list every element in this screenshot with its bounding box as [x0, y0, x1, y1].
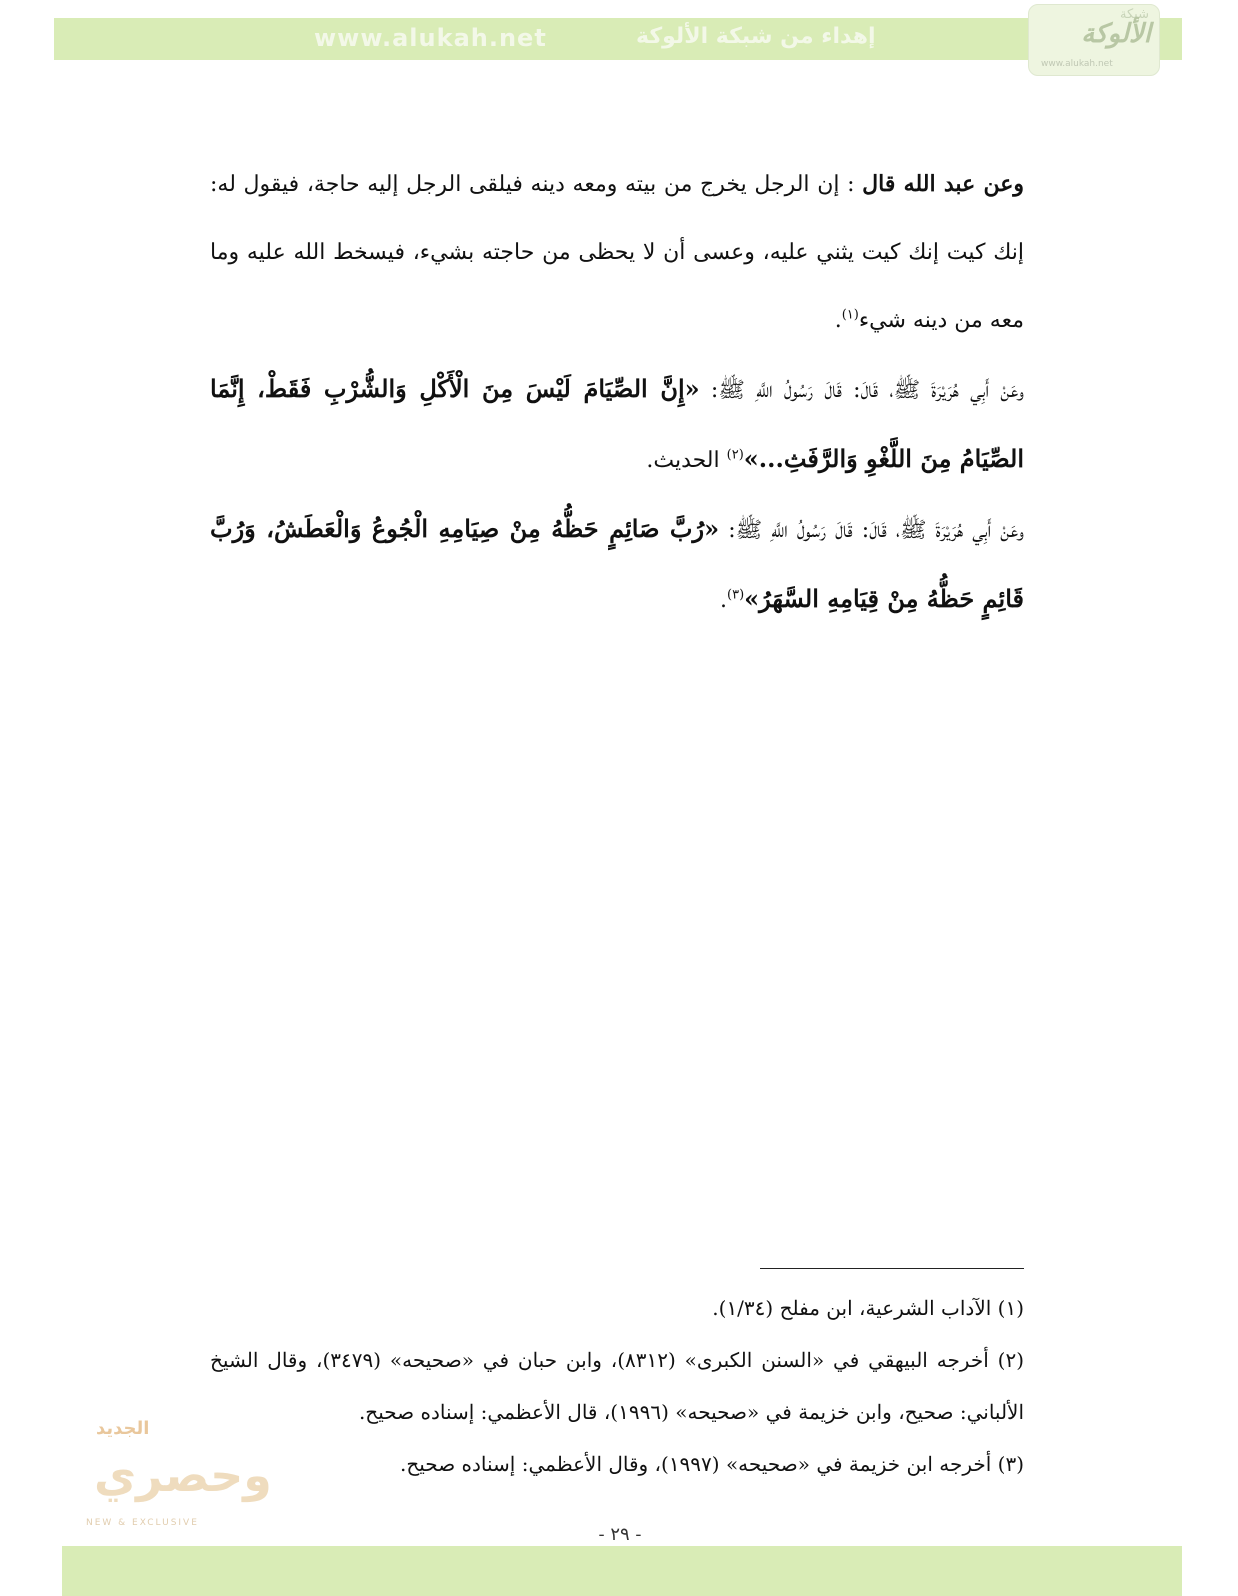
footnote-3: (٣) أخرجه ابن خزيمة في «صحيحه» (١٩٩٧)، وقال الأعظمي: إسناده صحيح. [399, 1452, 1024, 1476]
footnote-ref-3: (٣) [727, 587, 745, 603]
footnote-ref-1: (١) [841, 307, 859, 323]
hadith-quote-1: «إِنَّ الصِّيَامَ لَيْسَ مِنَ الْأَكْلِ وَالشُّرْبِ فَقَطْ، إِنَّمَا الصِّيَامُ مِنَ اللَّغْوِ وَالرَّفَثِ...» [210, 374, 1024, 473]
watermark-main: وحصري [94, 1448, 272, 1502]
paragraph-1-lead: وعن عبد الله قال [862, 171, 1025, 197]
alukah-logo [1028, 4, 1160, 76]
footnote-2: (٢) أخرجه البيهقي في «السنن الكبرى» (٨٣١٢)، وابن حبان في «صحيحه» (٣٤٧٩)، وقال الشيخ الألباني: صحيح، وابن خزيمة في «صحيحه» (١٩٩٦)، قال الأعظمي: إسناده صحيح. [210, 1348, 1024, 1424]
paragraph-2 [210, 355, 1024, 495]
footnotes [210, 1282, 1024, 1490]
new-exclusive-watermark [80, 1412, 272, 1532]
paragraph-2-end: الحديث. [646, 448, 720, 473]
header-gift-text: إهداء من شبكة الألوكة [636, 24, 876, 49]
paragraph-3 [210, 495, 1024, 635]
watermark-sub: NEW & EXCLUSIVE [86, 1518, 199, 1528]
logo-url-text: www.alukah.net [1041, 59, 1113, 69]
footnote-ref-2: (٢) [726, 447, 744, 463]
watermark-top: الجديد [96, 1418, 150, 1439]
footer-band [62, 1546, 1182, 1596]
logo-main-text: الألوكة [1081, 19, 1151, 49]
paragraph-1 [210, 150, 1024, 355]
page-number: - ٢٩ - [598, 1524, 642, 1545]
footnote-1: (١) الآداب الشرعية، ابن مفلح (١/٣٤). [712, 1296, 1024, 1320]
header-band [54, 18, 1182, 60]
main-text [210, 150, 1024, 635]
logo-top-text: شبكة [1120, 7, 1149, 22]
paragraph-2-lead: وعَنْ أَبِي هُرَيْرَةَ ﷺ، قَالَ: قَالَ رَسُولُ اللَّهِ ﷺ: [710, 378, 1025, 403]
paragraph-3-end: . [720, 588, 728, 613]
paragraph-3-lead: وعَنْ أَبِي هُرَيْرَةَ ﷺ، قَالَ: قَالَ رَسُولُ اللَّهِ ﷺ: [728, 518, 1024, 543]
footnote-divider [760, 1268, 1024, 1269]
hadith-quote-2: «رُبَّ صَائِمٍ حَظُّهُ مِنْ صِيَامِهِ الْجُوعُ وَالْعَطَشُ، وَرُبَّ قَائِمٍ حَظُّهُ مِنْ قِيَامِهِ السَّهَرُ» [210, 514, 1024, 613]
header-site-url: www.alukah.net [314, 24, 547, 52]
paragraph-1-text: : إن الرجل يخرج من بيته ومعه دينه فيلقى الرجل إليه حاجة، فيقول له: إنك كيت إنك كيت يثني عليه، وعسى أن لا يحظى من حاجته بشيء، فيسخط الله عليه وما معه من دينه شيء [210, 172, 1024, 333]
paragraph-1-end: . [834, 308, 842, 333]
